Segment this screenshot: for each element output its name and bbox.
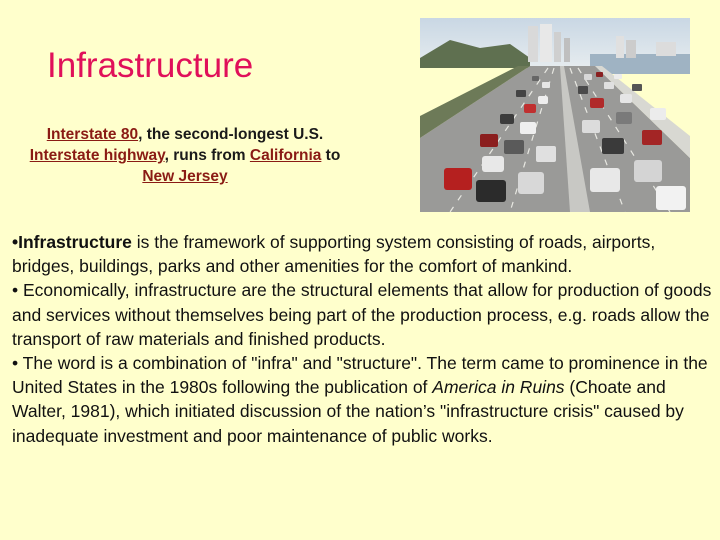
slide-title: Infrastructure [47, 46, 254, 85]
caption-text-1: , the second-longest U.S. [138, 126, 324, 143]
highway-traffic-icon [420, 18, 690, 212]
highway-photo [420, 18, 690, 212]
link-new-jersey[interactable]: New Jersey [142, 168, 228, 185]
caption-text-3: to [321, 147, 341, 164]
paragraph-definition [12, 230, 712, 278]
link-california[interactable]: California [249, 147, 322, 164]
paragraph-economic: • Economically, infrastructure are the structural elements that allow for production of goods and services without themselves being part of the production process, e.g. roads allow the transport of raw materials and finished products. [12, 280, 712, 349]
link-interstate-highway[interactable]: Interstate highway [29, 147, 165, 164]
body-text [12, 230, 712, 448]
photo-caption [20, 124, 350, 187]
book-title: America in Ruins [432, 377, 565, 398]
paragraph-etymology-text-b: (Choate and Walter, 1981), which initiated discussion of the nation’s "infrastructure crisis" caused by inadequate investment and poor maintenance of public works. [12, 377, 684, 446]
caption-text-2: , runs from [164, 147, 250, 164]
term-infrastructure: •Infrastructure [12, 232, 132, 252]
paragraph-etymology [12, 351, 712, 448]
paragraph-definition-text: is the framework of supporting system consisting of roads, airports, bridges, buildings, parks and other amenities for the comfort of mankind. [12, 232, 656, 277]
link-interstate-80[interactable]: Interstate 80 [46, 126, 139, 143]
paragraph-etymology-text-a: • The word is a combination of "infra" and "structure". The term came to prominence in the United States in the 1980s following the publication of [12, 353, 708, 398]
